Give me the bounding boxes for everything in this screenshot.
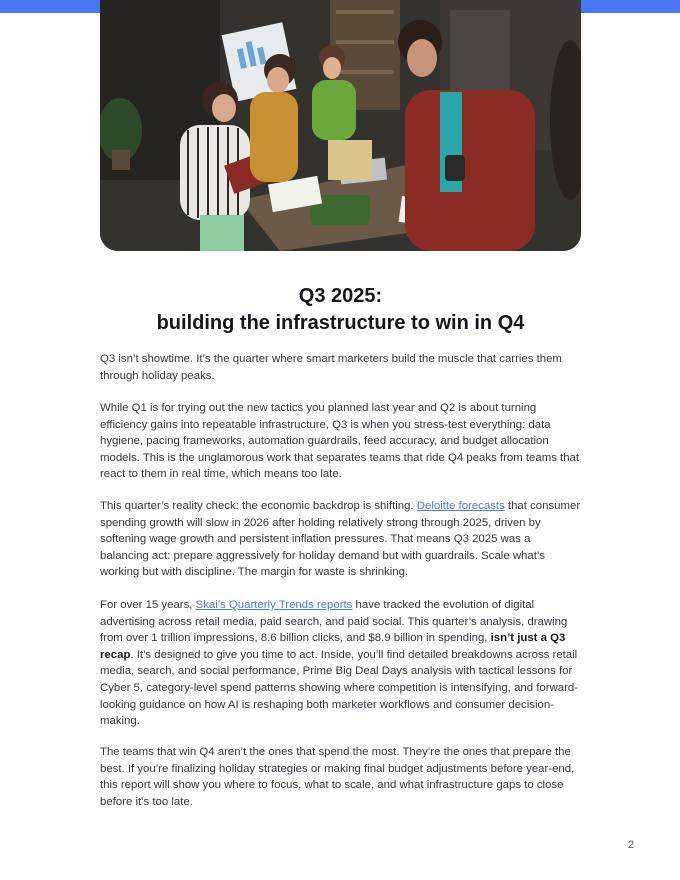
deloitte-forecasts-link[interactable]: Deloitte forecasts xyxy=(416,500,505,512)
paragraph-text: that consumer spending growth will slow in 2026 after holding relatively strong through 2025, driven by softening wage growth and persistent inflation pressures. That means Q3 2025 was a balancing act: prepare aggressively for holiday demand but with guardrails. Scale what’s working but with discipline. The margin for waste is shrinking. xyxy=(100,500,581,579)
hero-illustration xyxy=(100,0,581,251)
paragraph-reality-check xyxy=(100,498,582,581)
page-title-line-2: building the infrastructure to win in Q4 xyxy=(156,312,525,334)
hero-image xyxy=(100,0,581,251)
bold-emphasis: isn’t just a Q3 recap xyxy=(100,632,566,661)
paragraph-quarters: While Q1 is for trying out the new tactics you planned last year and Q2 is about turning efficiency gains into repeatable infrastructure, Q3 is when you stress-test everything: data hygiene, pacing frameworks, automation guardrails, feed accuracy, and budget allocation models. This is the unglamorous work that separates teams that ride Q4 peaks from teams that react to them in real time, which means too late. xyxy=(100,402,580,481)
quarterly-trends-reports-link[interactable]: Skai’s Quarterly Trends reports xyxy=(195,599,353,611)
page-title-line-1: Q3 2025: xyxy=(298,285,383,307)
paragraph-text: . It’s designed to give you time to act. Inside, you’ll find detailed breakdowns across retail media, search, and social performance, Prime Big Deal Days analysis with tactical lessons for Cyber 5, category-level spend patterns showing where competition is intensifying, and forward-looking guidance on how AI is reshaping both marketer workflows and consumer decision-making. xyxy=(100,648,579,728)
paragraph-intro: Q3 isn’t showtime. It’s the quarter where smart marketers build the muscle that carries them through holiday peaks. xyxy=(100,353,562,382)
paragraph-text: have tracked the evolution of digital advertising across retail media, paid search, and paid social. This quarter’s analysis, drawing from over 1 trillion impressions, 8.6 billion clicks, and $8.9 billion in spending, xyxy=(100,599,568,645)
page-number: 2 xyxy=(628,839,635,851)
paragraph-text: For over 15 years, xyxy=(100,599,196,611)
paragraph-closing: The teams that win Q4 aren’t the ones that spend the most. They’re the ones that prepare the best. If you’re finalizing holiday strategies or making final budget adjustments before year-end, this report will show you where to focus, what to scale, and what infrastructure gaps to close before it’s too late. xyxy=(100,746,575,808)
paragraph-skai-reports xyxy=(100,597,582,730)
paragraph-text: This quarter’s reality check: the economic backdrop is shifting. xyxy=(100,500,417,512)
